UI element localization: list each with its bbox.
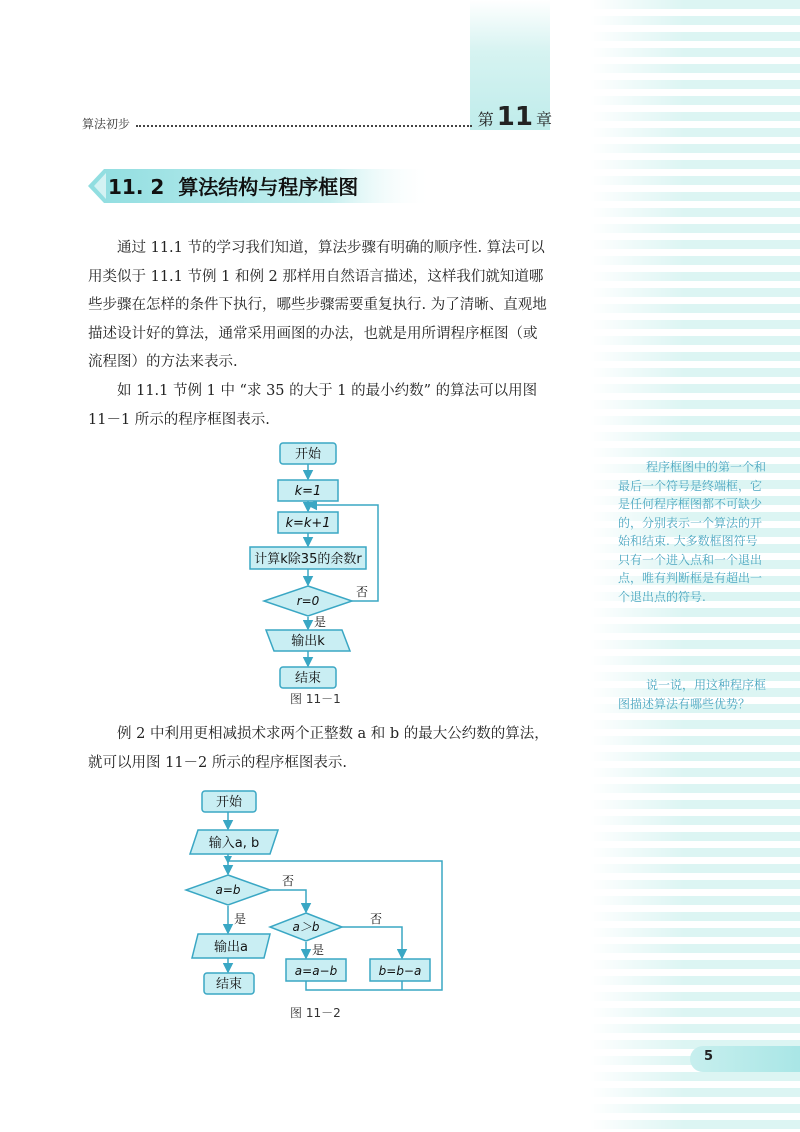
fig2-no2-label: 否 (370, 912, 383, 926)
fig2-yes2-label: 是 (312, 943, 325, 957)
flowchart-11-1 (240, 438, 410, 690)
figure-11-2-caption: 图 11－2 (290, 1006, 341, 1020)
fig2-yes1-label: 是 (234, 912, 247, 926)
paragraph-1: 通过 11.1 节的学习我们知道，算法步骤有明确的顺序性. 算法可以用类似于 11.1 节例 1 和例 2 那样用自然语言描述，这样我们就知道哪些步骤在怎样的条件下执行，哪些步骤需要重复执行. 为了清晰、直观地描述设计好的算法，通常采用画图的办法，也就是用所谓程序框图（或流程图）的方法来表示. (88, 240, 547, 370)
margin-note-discuss: 说一说，用这种程序框图描述算法有哪些优势？ (618, 678, 767, 711)
chapter-suffix: 章 (535, 110, 552, 129)
fig2-output-label: 输出a (214, 940, 248, 955)
fig2-end-label: 结束 (215, 977, 243, 992)
section-title: 算法结构与程序框图 (178, 175, 359, 199)
figure-11-1-caption: 图 11－1 (290, 692, 341, 706)
fig1-decision-label: r=0 (296, 594, 320, 608)
fig1-compute-label: 计算k除35的余数r (254, 552, 362, 567)
header-book-title: 算法初步 (82, 117, 131, 131)
running-header (82, 104, 552, 132)
fig1-output-label: 输出k (291, 634, 325, 649)
chapter-number: 11 (496, 102, 533, 132)
fig2-decision2-label: a＞b (292, 920, 320, 934)
chapter-prefix: 第 (477, 110, 494, 129)
fig2-decision1-label: a=b (215, 883, 241, 897)
flowchart-11-2 (180, 786, 450, 998)
fig1-no-label: 否 (356, 585, 369, 599)
chapter-label (478, 102, 552, 132)
section-heading (108, 171, 358, 200)
fig1-start-label: 开始 (294, 447, 322, 462)
fig2-no1-label: 否 (282, 874, 295, 888)
page-number: 5 (704, 1049, 714, 1064)
fig2-input-label: 输入a, b (208, 836, 260, 851)
fig1-yes-label: 是 (314, 615, 327, 629)
header-dot-leader (136, 125, 472, 127)
section-number: 11. 2 (108, 175, 165, 199)
fig1-init-label: k=1 (294, 484, 322, 499)
fig2-start-label: 开始 (215, 795, 243, 810)
margin-note-terminal: 程序框图中的第一个和最后一个符号是终端框，它是任何程序框图都不可缺少的，分别表示一个算法的开始和结束. 大多数框图符号只有一个进入点和一个退出点，唯有判断框是有超出一个退出点的符号. (618, 460, 767, 604)
section-banner (88, 165, 438, 207)
paragraph-3: 例 2 中利用更相减损术求两个正整数 a 和 b 的最大公约数的算法，就可以用图 11－2 所示的程序框图表示. (88, 726, 549, 771)
fig2-assign-a-label: a=a−b (294, 964, 338, 978)
fig2-assign-b-label: b=b−a (378, 964, 422, 978)
fig1-increment-label: k=k+1 (285, 516, 331, 531)
paragraph-2: 如 11.1 节例 1 中 “求 35 的大于 1 的最小约数” 的算法可以用图 11－1 所示的程序框图表示. (88, 383, 538, 428)
fig1-end-label: 结束 (294, 671, 322, 686)
